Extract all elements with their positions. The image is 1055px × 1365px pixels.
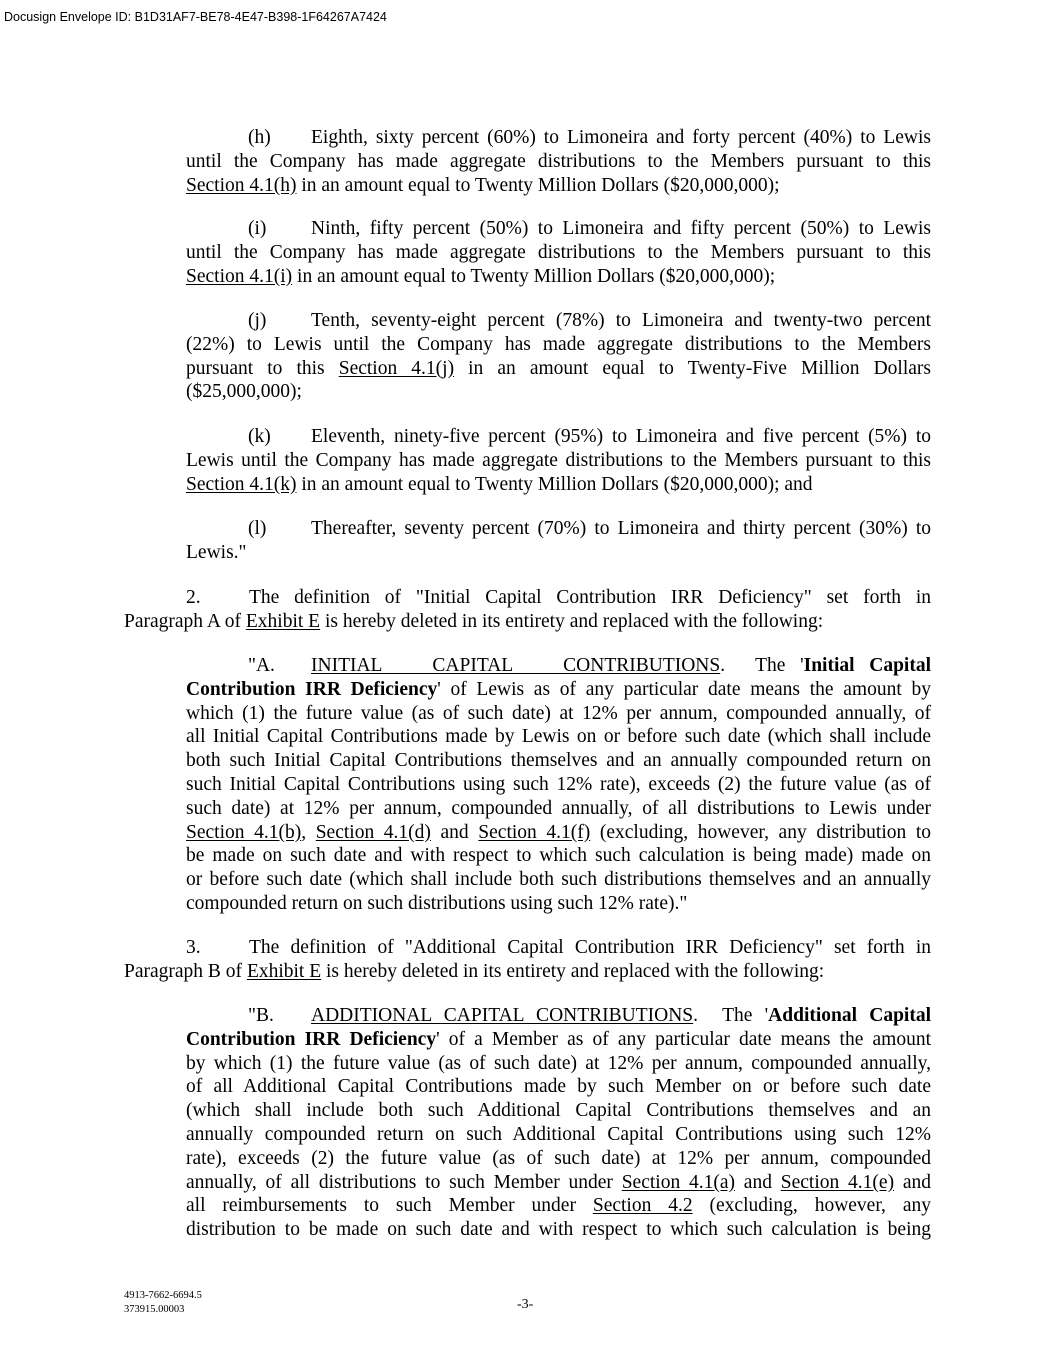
numbered-item-2: 2. The definition of "Initial Capital Contribution IRR Deficiency" set forth in Paragraph A of Exhibit E is hereby deleted in its entirety and replaced with the following:: [124, 587, 931, 632]
exhibit-reference: Exhibit E: [245, 610, 321, 632]
paragraph-label: (k): [248, 426, 271, 447]
paragraph-label: (h): [248, 127, 271, 148]
section-reference: Section 4.1(h): [186, 174, 297, 196]
section-reference: Section 4.1(f): [478, 821, 591, 843]
section-reference: Section 4.1(i): [186, 265, 293, 287]
paragraph-label: "A.: [248, 655, 275, 676]
paragraph-k: (k) Eleventh, ninety-five percent (95%) to Limoneira and five percent (5%) to Lewis until the Company has made aggregate distributions to the Members pursuant to this Section 4.1(k) in an amount equal to Twenty Million Dollars ($20,000,000); and: [186, 426, 931, 495]
numbered-item-3: 3. The definition of "Additional Capital Contribution IRR Deficiency" set forth in Paragraph B of Exhibit E is hereby deleted in its entirety and replaced with the following:: [124, 937, 931, 982]
section-reference: Section 4.1(d): [315, 821, 431, 843]
paragraph-j: (j) Tenth, seventy-eight percent (78%) to Limoneira and twenty-two percent (22%) to Lewis until the Company has made aggregate distributions to the Members pursuant to this Section 4.1(j) in an amount equal to Twenty-Five Million Dollars ($25,000,000);: [186, 310, 931, 403]
section-reference: Section 4.1(e): [780, 1171, 895, 1193]
envelope-id: Docusign Envelope ID: B1D31AF7-BE78-4E47-B398-1F64267A7424: [4, 10, 387, 24]
paragraph-A: "A. INITIAL CAPITAL CONTRIBUTIONS. The 'Initial Capital Contribution IRR Deficiency' of Lewis as of any particular date means the amount by which (1) the future value (as of such date) at 12% per annum, compounded annually, of all Initial Capital Contributions made by Lewis on or before such date (which shall include both such Initial Capital Contributions themselves and an annually compounded return on such Initial Capital Contributions using such 12% rate), exceeds (2) the future value (as of such date) at 12% per annum, compounded annually, of all distributions to Lewis under Section 4.1(b), Section 4.1(d) and Section 4.1(f) (excluding, however, any distribution to be made on such date and with respect to which such calculation is being made) made on or before such date (which shall include both such distributions themselves and an annually compounded return on such distributions using such 12% rate).": [186, 655, 931, 914]
section-reference: Section 4.2: [592, 1195, 693, 1217]
item-number: 2.: [186, 587, 201, 608]
paragraph-label: (i): [248, 218, 267, 239]
section-heading: INITIAL CAPITAL CONTRIBUTIONS: [311, 655, 721, 676]
paragraph-i: (i) Ninth, fifty percent (50%) to Limoneira and fifty percent (50%) to Lewis until the Company has made aggregate distributions to the Members pursuant to this Section 4.1(i) in an amount equal to Twenty Million Dollars ($20,000,000);: [186, 218, 931, 287]
defined-term: Contribution IRR Deficiency: [186, 678, 438, 700]
footer-doc-number: 4913-7662-6694.5: [124, 1290, 202, 1301]
paragraph-label: (j): [248, 310, 267, 331]
section-reference: Section 4.1(b): [186, 821, 302, 843]
defined-term: Initial Capital: [803, 655, 931, 676]
page-number: -3-: [517, 1297, 534, 1312]
exhibit-reference: Exhibit E: [246, 960, 322, 982]
paragraph-label: "B.: [248, 1005, 274, 1026]
item-number: 3.: [186, 937, 201, 958]
defined-term: Additional Capital: [768, 1005, 931, 1026]
section-reference: Section 4.1(j): [338, 357, 455, 379]
section-reference: Section 4.1(k): [186, 473, 297, 495]
paragraph-B: "B. ADDITIONAL CAPITAL CONTRIBUTIONS. The 'Additional Capital Contribution IRR Deficiency' of a Member as of any particular date means the amount by which (1) the future value (as of such date) at 12% per annum, compounded annually, of all Additional Capital Contributions made by such Member on or before such date (which shall include both such Additional Capital Contributions themselves and an annually compounded return on such Additional Capital Contributions using such 12% rate), exceeds (2) the future value (as of such date) at 12% per annum, compounded annually, of all distributions to such Member under Section 4.1(a) and Section 4.1(e) and all reimbursements to such Member under Section 4.2 (excluding, however, any distribution to be made on such date and with respect to which such calculation is being: [186, 1005, 931, 1241]
defined-term: Contribution IRR Deficiency: [186, 1028, 437, 1050]
paragraph-h: (h) Eighth, sixty percent (60%) to Limoneira and forty percent (40%) to Lewis until the Company has made aggregate distributions to the Members pursuant to this Section 4.1(h) in an amount equal to Twenty Million Dollars ($20,000,000);: [186, 127, 931, 196]
paragraph-label: (l): [248, 518, 267, 539]
section-heading: ADDITIONAL CAPITAL CONTRIBUTIONS: [311, 1005, 694, 1026]
footer-client-number: 373915.00003: [124, 1304, 185, 1315]
section-reference: Section 4.1(a): [621, 1171, 736, 1193]
paragraph-l: (l) Thereafter, seventy percent (70%) to Limoneira and thirty percent (30%) to Lewis.": [186, 518, 931, 563]
